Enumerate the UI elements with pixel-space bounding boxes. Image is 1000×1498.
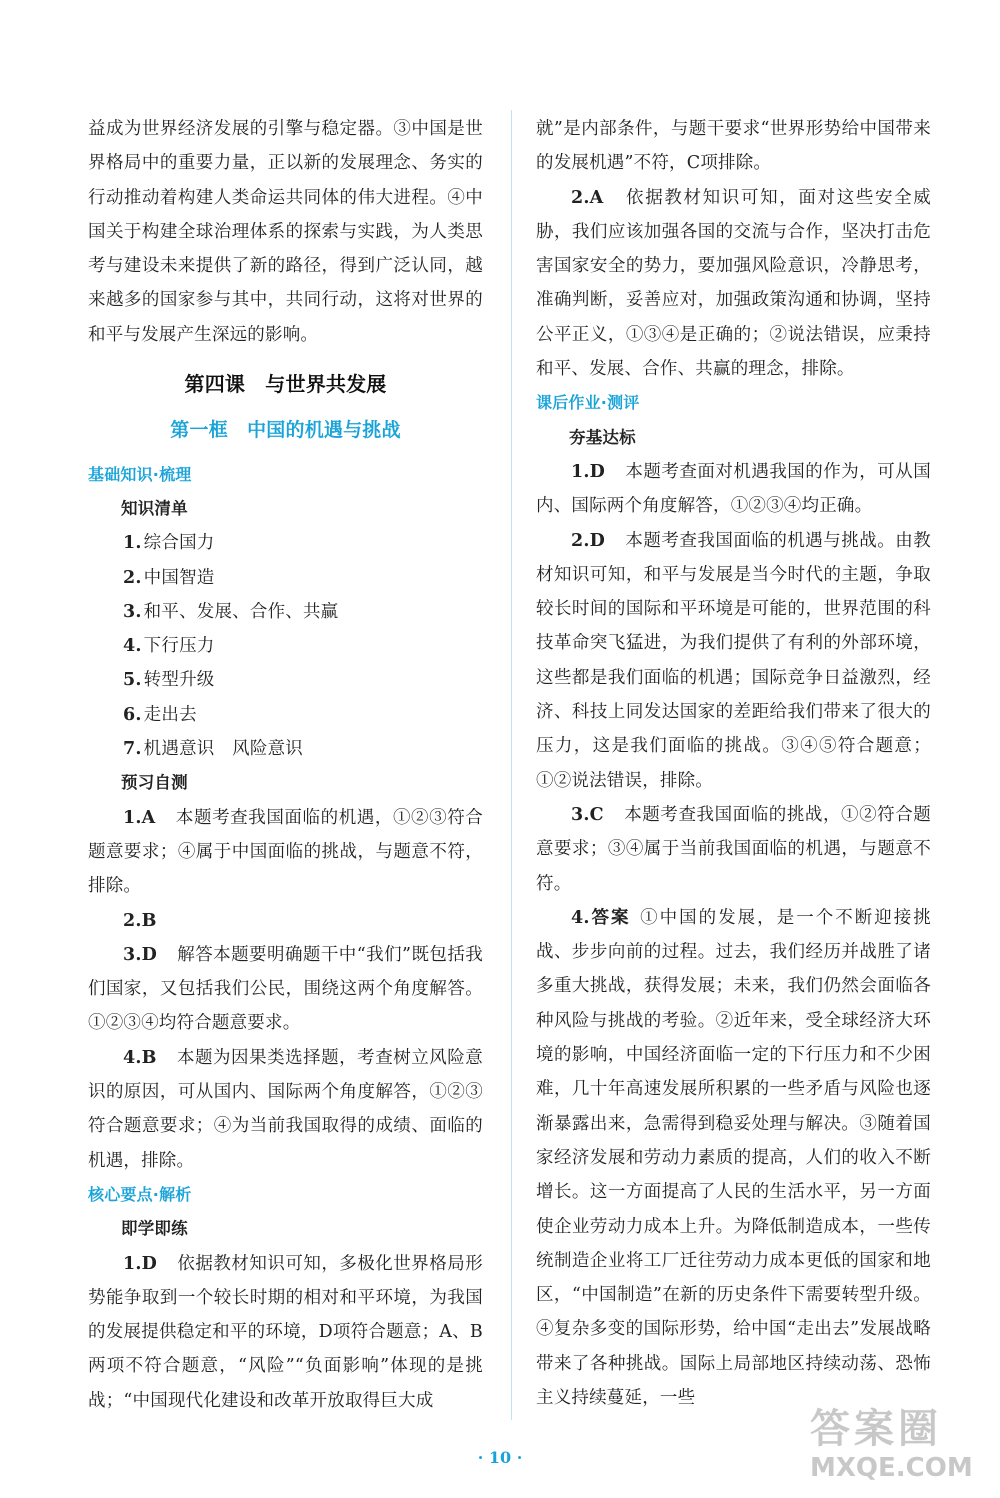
list-item: 3. 和平、发展、合作、共赢 xyxy=(123,601,339,622)
intro-paragraph: 益成为世界经济发展的引擎与稳定器。③中国是世界格局中的重要力量，正以新的发展理念、务实的行动推动着构建人类命运共同体的伟大进程。④中国关于构建全球治理体系的探索与实践，为人类思考与建设未来提供了新的路径，得到广泛认同，越来越多的国家参与其中，共同行动，这将对世界的和平与发展产生深远的影响。 xyxy=(88,119,483,345)
lesson-title: 第四课 与世界共发展 xyxy=(184,372,387,397)
section-heading-basic-knowledge: 基础知识·梳理 xyxy=(88,464,192,484)
section-heading-homework: 课后作业·测评 xyxy=(536,393,640,413)
watermark-url: MXQE.COM xyxy=(810,1453,973,1483)
section-heading-core-points: 核心要点·解析 xyxy=(88,1184,192,1204)
preview-test-label: 预习自测 xyxy=(121,773,188,793)
answer-item: 1.D 依据教材知识可知，多极化世界格局形势能争取到一个较长时期的相对和平环境，为我国的发展提供稳定和平的环境，D项符合题意；A、B两项不符合题意，“风险”“负面影响”体现的是挑战；“中国现代化建设和改革开放取得巨大成 xyxy=(88,1253,483,1411)
answer-item: 4.B 本题为因果类选择题，考查树立风险意识的原因，可从国内、国际两个角度解答，①②③符合题意要求；④为当前我国取得的成绩、面临的机遇，排除。 xyxy=(88,1047,483,1171)
page-number: · 10 · xyxy=(477,1448,523,1467)
left-column xyxy=(88,112,483,1418)
practice-label: 即学即练 xyxy=(121,1219,188,1239)
knowledge-list-label: 知识清单 xyxy=(121,498,188,518)
answer-item: 4.答案 ①中国的发展，是一个不断迎接挑战、步步向前的过程。过去，我们经历并战胜了诸多重大挑战，获得发展；未来，我们仍然会面临各种风险与挑战的考验。②近年来，受全球经济大环境的影响，中国经济面临一定的下行压力和不少困难，几十年高速发展所积累的一些矛盾与风险也逐渐暴露出来，急需得到稳妥处理与解决。③随着国家经济发展和劳动力素质的提高，人们的收入不断增长。这一方面提高了人民的生活水平，另一方面使企业劳动力成本上升。为降低制造成本，一些传统制造企业将工厂迁往劳动力成本更低的国家和地区，“中国制造”在新的历史条件下需要转型升级。④复杂多变的国际形势，给中国“走出去”发展战略带来了各种挑战。国际上局部地区持续动荡、恐怖主义持续蔓延，一些 xyxy=(536,907,931,1408)
answer-item: 2.A 依据教材知识可知，面对这些安全威胁，我们应该加强各国的交流与合作，坚决打击危害国家安全的势力，要加强风险意识，冷静思考，准确判断，妥善应对，加强政策沟通和协调，坚持公平正义，①③④是正确的；②说法错误，应秉持和平、发展、合作、共赢的理念，排除。 xyxy=(536,187,931,380)
list-item: 5. 转型升级 xyxy=(123,670,215,691)
column-divider xyxy=(511,110,512,1420)
frame-title: 第一框 中国的机遇与挑战 xyxy=(170,419,401,442)
list-item: 7. 机遇意识 风险意识 xyxy=(123,739,303,760)
list-item: 6. 走出去 xyxy=(123,704,197,725)
continuation-paragraph: 就”是内部条件，与题干要求“世界形势给中国带来的发展机遇”不符，C项排除。 xyxy=(536,119,931,174)
watermark-text: 答案圈 xyxy=(810,1406,942,1452)
list-item: 1. 综合国力 xyxy=(123,533,215,554)
answer-item: 1.D 本题考查面对机遇我国的作为，可从国内、国际两个角度解答，①②③④均正确。 xyxy=(536,461,931,517)
answer-item: 2.D 本题考查我国面临的机遇与挑战。由教材知识可知，和平与发展是当今时代的主题，争取较长时间的国际和平环境是可能的，世界范围的科技革命突飞猛进，为我们提供了有利的外部环境，这些都是我们面临的机遇；国际竞争日益激烈，经济、科技上同发达国家的差距给我们带来了很大的压力，这是我们面临的挑战。③④⑤符合题意；①②说法错误，排除。 xyxy=(536,530,931,791)
right-column xyxy=(536,112,931,1415)
answer-item: 3.C 本题考查我国面临的挑战，①②符合题意要求；③④属于当前我国面临的机遇，与题意不符。 xyxy=(536,804,931,894)
list-item: 4. 下行压力 xyxy=(123,636,215,657)
list-item: 2. 中国智造 xyxy=(123,567,215,588)
answer-item: 2.B xyxy=(123,910,157,931)
answer-item: 3.D 解答本题要明确题干中“我们”既包括我们国家，又包括我们公民，围绕这两个角度解答。①②③④均符合题意要求。 xyxy=(88,944,483,1034)
answer-item: 1.A 本题考查我国面临的机遇，①②③符合题意要求；④属于中国面临的挑战，与题意不符，排除。 xyxy=(88,807,483,897)
basic-drill-label: 夯基达标 xyxy=(569,427,636,447)
watermark-logo xyxy=(810,1405,985,1495)
